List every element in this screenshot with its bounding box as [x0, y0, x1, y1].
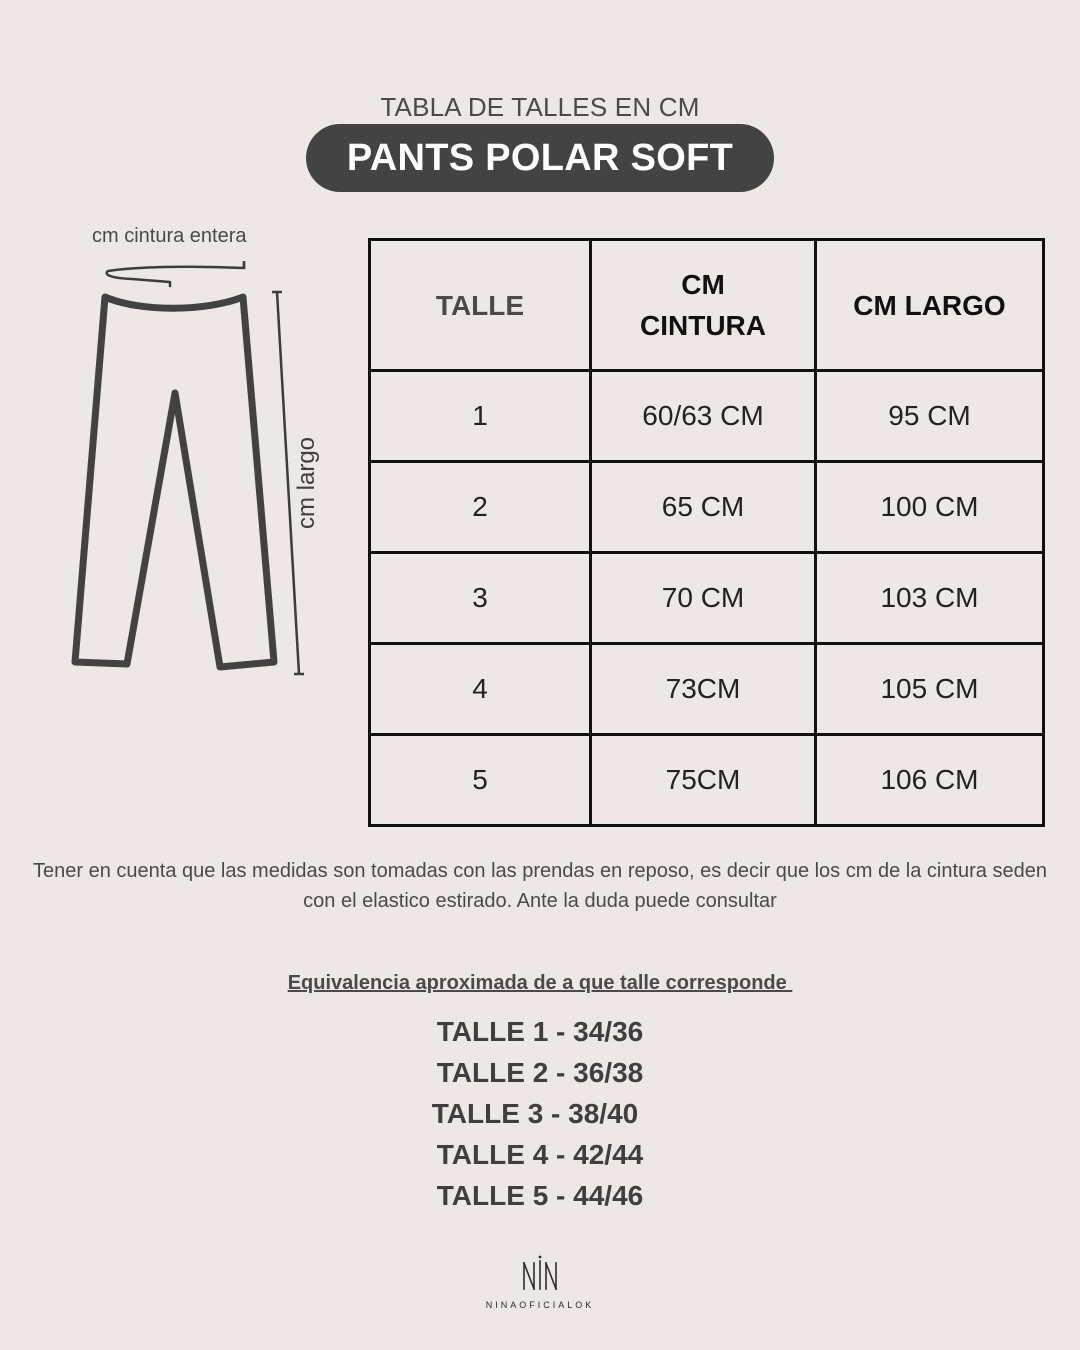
cell-largo: 106 CM	[816, 735, 1044, 826]
title-banner	[306, 124, 774, 192]
nina-monogram-logo	[0, 1255, 1080, 1296]
header-talle: TALLE	[370, 240, 591, 371]
equivalence-item: TALLE 3 - 38/40	[431, 1098, 639, 1129]
cell-talle: 4	[370, 644, 591, 735]
measurement-note: Tener en cuenta que las medidas son tomadas con las prendas en reposo, es decir que los cm de la cintura seden con el elastico estirado. Ante la duda puede consultar	[33, 860, 1047, 912]
length-label: cm largo	[293, 436, 320, 530]
waist-measure-line	[107, 264, 244, 286]
size-table	[368, 238, 1045, 827]
cell-cintura: 70 CM	[591, 553, 816, 644]
equivalence-item: TALLE 5 - 44/46	[436, 1180, 644, 1211]
equivalence-item: TALLE 4 - 42/44	[436, 1139, 644, 1170]
equivalence-item: TALLE 2 - 36/38	[436, 1057, 644, 1088]
equivalence-list	[0, 1011, 1080, 1216]
brand-name: NINAOFICIALOK	[485, 1300, 595, 1310]
page-title: PANTS POLAR SOFT	[346, 136, 734, 179]
cell-cintura: 73CM	[591, 644, 816, 735]
equivalence-heading: Equivalencia aproximada de a que talle corresponde	[287, 972, 793, 994]
cell-talle: 1	[370, 371, 591, 462]
cell-cintura: 65 CM	[591, 462, 816, 553]
table-row	[370, 553, 1044, 644]
pants-outline-icon	[60, 250, 320, 680]
cell-cintura: 75CM	[591, 735, 816, 826]
table-row	[370, 462, 1044, 553]
cell-talle: 5	[370, 735, 591, 826]
cell-largo: 100 CM	[816, 462, 1044, 553]
cell-largo: 95 CM	[816, 371, 1044, 462]
table-row	[370, 644, 1044, 735]
header-cm-largo: CM LARGO	[816, 240, 1044, 371]
cell-largo: 105 CM	[816, 644, 1044, 735]
cell-largo: 103 CM	[816, 553, 1044, 644]
table-header-row	[370, 240, 1044, 371]
table-row	[370, 371, 1044, 462]
pants-outline	[75, 297, 274, 667]
cell-talle: 3	[370, 553, 591, 644]
waist-label: cm cintura entera	[92, 225, 247, 247]
cell-cintura: 60/63 CM	[591, 371, 816, 462]
table-subtitle: TABLA DE TALLES EN CM	[380, 92, 700, 122]
cell-talle: 2	[370, 462, 591, 553]
table-row	[370, 735, 1044, 826]
header-cm-cintura: CM CINTURA	[591, 240, 816, 371]
equivalence-item: TALLE 1 - 34/36	[436, 1016, 644, 1047]
